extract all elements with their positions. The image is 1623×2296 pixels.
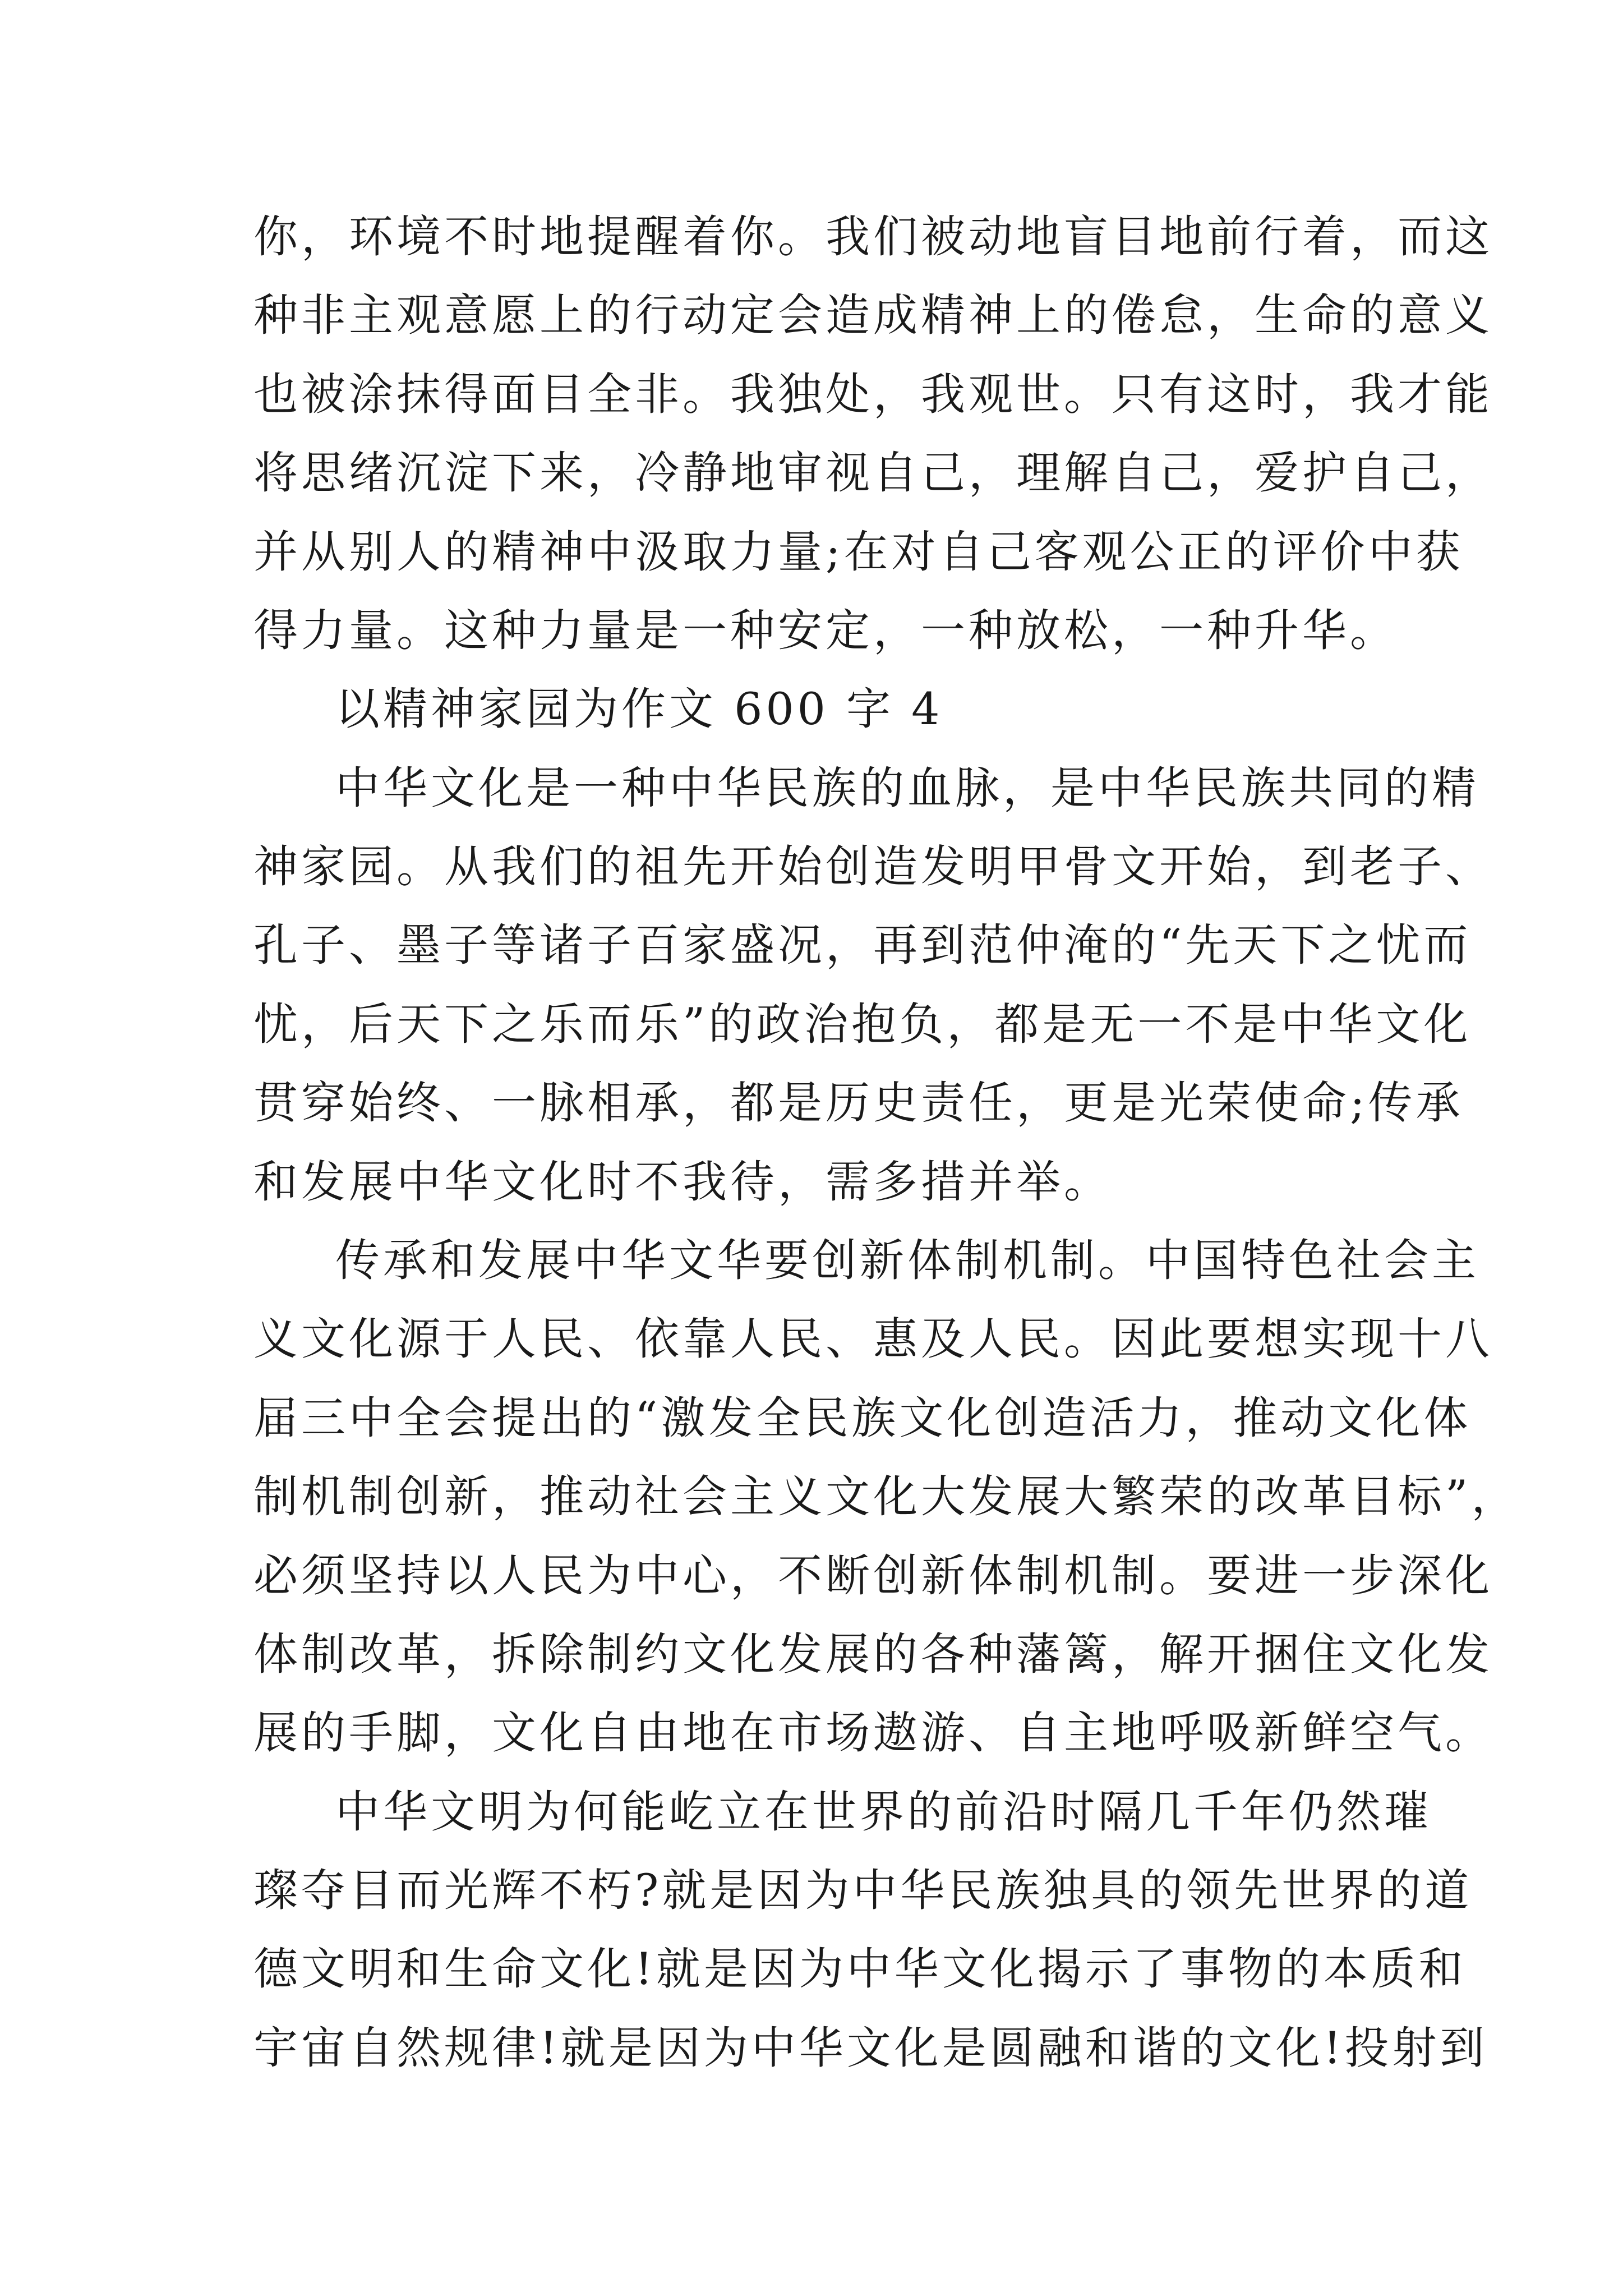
- text-line: 神家园。从我们的祖先开始创造发明甲骨文开始，到老子、: [253, 841, 1493, 892]
- text-line: 你，环境不时地提醒着你。我们被动地盲目地前行着，而这: [253, 211, 1493, 263]
- text-line: 制机制创新，推动社会主义文化大发展大繁荣的改革目标”，: [253, 1471, 1519, 1522]
- text-line: 中华文明为何能屹立在世界的前沿时隔几千年仍然璀: [335, 1786, 1432, 1838]
- text-line: 体制改革，拆除制约文化发展的各种藩篱，解开捆住文化发: [253, 1628, 1493, 1680]
- text-line: 和发展中华文化时不我待，需多措并举。: [253, 1156, 1112, 1208]
- text-line: 义文化源于人民、依靠人民、惠及人民。因此要想实现十八: [253, 1313, 1493, 1365]
- text-line: 贯穿始终、一脉相承，都是历史责任，更是光荣使命;传承: [253, 1077, 1464, 1129]
- text-line: 中华文化是一种中华民族的血脉，是中华民族共同的精: [335, 762, 1479, 814]
- text-line: 忧，后天下之乐而乐”的政治抱负，都是无一不是中华文化: [253, 999, 1472, 1050]
- text-line: 德文明和生命文化!就是因为中华文化揭示了事物的本质和: [253, 1943, 1467, 1995]
- text-line: 届三中全会提出的“激发全民族文化创造活力，推动文化体: [253, 1392, 1472, 1444]
- text-line: 传承和发展中华文华要创新体制机制。中国特色社会主: [335, 1235, 1479, 1286]
- text-line: 也被涂抹得面目全非。我独处，我观世。只有这时，我才能: [253, 369, 1493, 420]
- text-line: 种非主观意愿上的行动定会造成精神上的倦怠，生命的意义: [253, 289, 1493, 341]
- text-line: 展的手脚，文化自由地在市场遨游、自主地呼吸新鲜空气。: [253, 1707, 1493, 1759]
- text-line: 宇宙自然规律!就是因为中华文化是圆融和谐的文化!投射到: [253, 2022, 1488, 2074]
- text-line: 并从别人的精神中汲取力量;在对自己客观公正的评价中获: [253, 526, 1464, 578]
- text-line: 将思绪沉淀下来，冷静地审视自己，理解自己，爱护自己，: [253, 447, 1493, 499]
- text-line: 得力量。这种力量是一种安定，一种放松，一种升华。: [253, 605, 1398, 656]
- text-line: 必须坚持以人民为中心，不断创新体制机制。要进一步深化: [253, 1550, 1493, 1602]
- text-line: 璨夺目而光辉不朽?就是因为中华民族独具的领先世界的道: [253, 1865, 1473, 1916]
- section-heading: 以精神家园为作文 600 字 4: [335, 683, 943, 735]
- text-line: 孔子、墨子等诸子百家盛况，再到范仲淹的“先天下之忧而: [253, 919, 1472, 971]
